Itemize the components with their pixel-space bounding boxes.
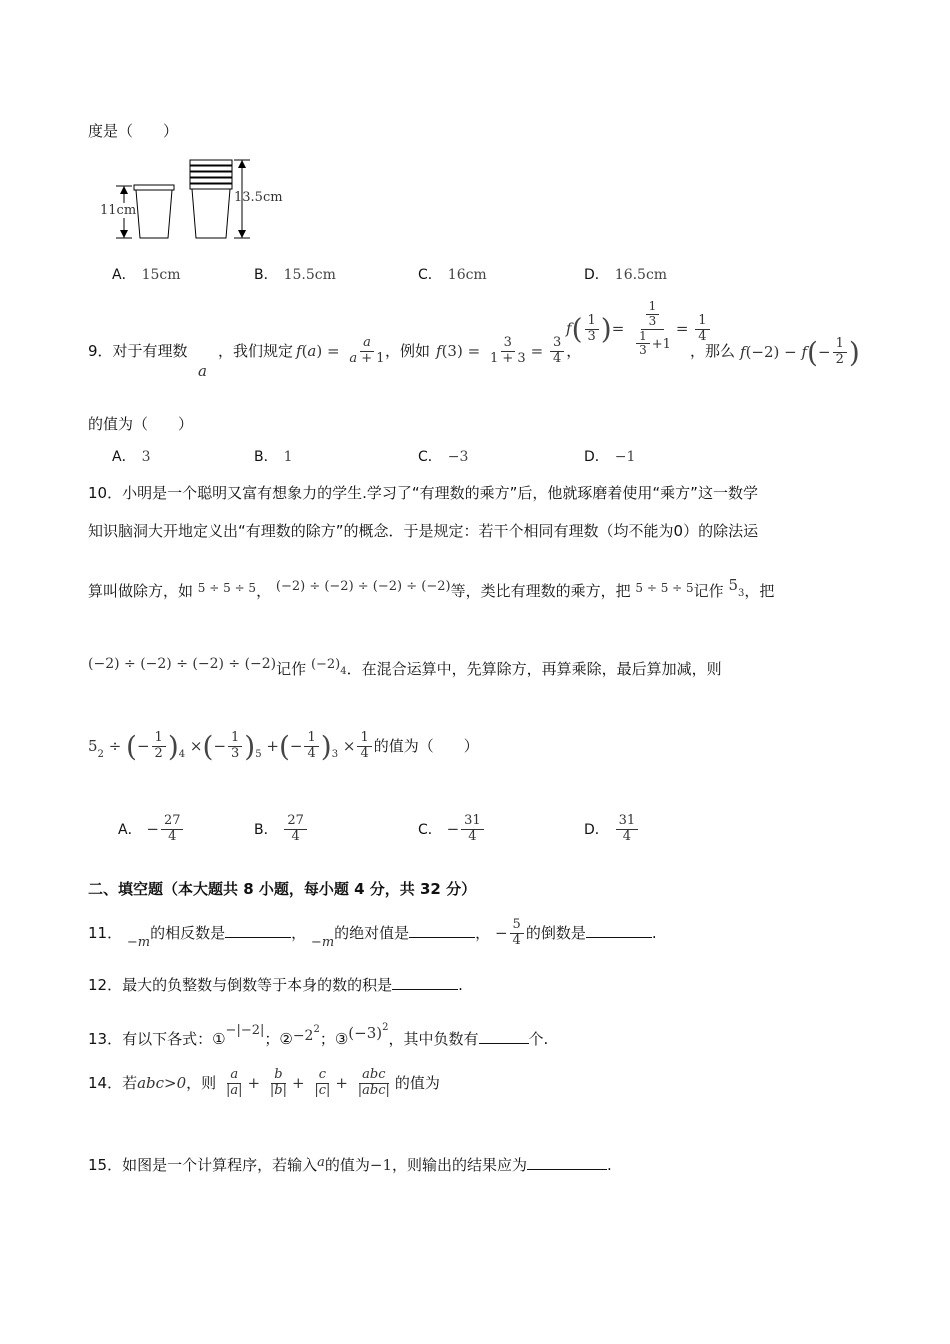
cup-height-label: 11cm [100,203,137,218]
q13: 13．有以下各式：①−|−2|；$②-2^2$；$③(-3)^2$，其中负数有 个. [88,1022,549,1048]
q9-question-formula: f(−2) − f(− $\frac{1}{2}$ ) [740,336,860,369]
q8-option-d[interactable]: D． 16.5cm [584,267,668,283]
q8-option-c[interactable]: C． 16cm [418,267,487,283]
q8-option-b[interactable]: B． 15.5cm [254,267,336,283]
q9-var-a: a [198,362,207,380]
q9-text2: ，我们规定 [218,342,294,360]
q10-option-b[interactable]: B． $\frac{27}{4}$ [254,814,309,845]
q9-option-d[interactable]: D． −1 [584,449,636,465]
q13-blank[interactable] [479,1029,529,1044]
q11-blank-3[interactable] [586,923,652,938]
q9-example2-formula: f( $\frac{1}{3}$ )= $\frac{1}{3}$ $\frac{1}{3}$ +1 = $\frac{1}{4}$ [566,300,712,358]
q10-option-a[interactable]: A． − $\frac{27}{4}$ [118,814,185,845]
q10-line1: 10．小明是一个聪明又富有想象力的学生.学习了“有理数的乘方”后，他就琢磨着使用“乘方”这一数学 [88,484,758,502]
q10-expression: $5_2$ ÷ (− $\frac{1}{2}$ )$_4$ ×(− $\frac{1}{3}$ )$_5$ +(− $\frac{1}{4}$ )$_3$ × $\frac{1}{4}$ 的值为（ ） [88,730,479,763]
q10-option-c[interactable]: C． − $\frac{31}{4}$ [418,814,486,845]
q9-option-c[interactable]: C． −3 [418,449,469,465]
section-2-title: 二、填空题（本大题共 8 小题，每小题 4 分，共 32 分） [88,880,477,898]
q10-line4: (−2) ÷ (−2) ÷ (−2) ÷ (−2)记作 $(-2)_4$．在混合运算中，先算除方，再算乘除，最后算加减，则 [88,656,722,678]
q14: 14．若abc>0，则 $\frac{a}{|a|}$ + $\frac{b}{|b|}$ + $\frac{c}{|c|}$ + $\frac{\text{abc}}{\text{|abc|}}$ 的值为 [88,1067,440,1098]
q11: 11． −m的相反数是 ， −m的绝对值是 ， − $\frac{5}{4}$ 的倒数是 . [88,917,657,950]
q10-line3: 算叫做除方，如 $^{5 \div 5 \div 5}$， (−2) ÷ (−2) ÷ (−2) ÷ (−2)等，类比有理数的乘方，把 $^{5 \div 5 \div 5}$记作 $5_3$，把 [88,576,775,600]
q15: 15．如图是一个计算程序，若输入a的值为−1，则输出的结果应为 . [88,1155,612,1174]
q12: 12．最大的负整数与倒数等于本身的数的积是 . [88,976,463,994]
q15-blank[interactable] [527,1155,607,1170]
q9-text4: ，那么 [690,342,736,360]
q9-example1-formula: f(3) = $\frac{3}{1 + 3}$ = $\frac{3}{4}$ ， [436,335,582,366]
q9-text3: ，例如 [385,342,431,360]
q9-stem: 9．对于有理数 [88,342,188,360]
q9-option-b[interactable]: B． 1 [254,449,293,465]
q8-option-a[interactable]: A． 15cm [112,267,181,283]
q9-definition-formula: f(a) = $\frac{a}{a + 1}$ [296,335,385,366]
q8-stem-tail: 度是（ ） [88,122,179,140]
q9-option-a[interactable]: A． 3 [112,449,151,465]
q12-blank[interactable] [392,975,458,990]
q11-blank-2[interactable] [409,923,475,938]
q10-option-d[interactable]: D． $\frac{31}{4}$ [584,814,640,845]
q10-line2: 知识脑洞大开地定义出“有理数的除方”的概念．于是规定：若干个相同有理数（均不能为0）的除法运 [88,522,759,540]
stack-height-label: 13.5cm [234,190,283,205]
q11-blank-1[interactable] [225,923,291,938]
q9-tail: 的值为（ ） [88,415,194,433]
